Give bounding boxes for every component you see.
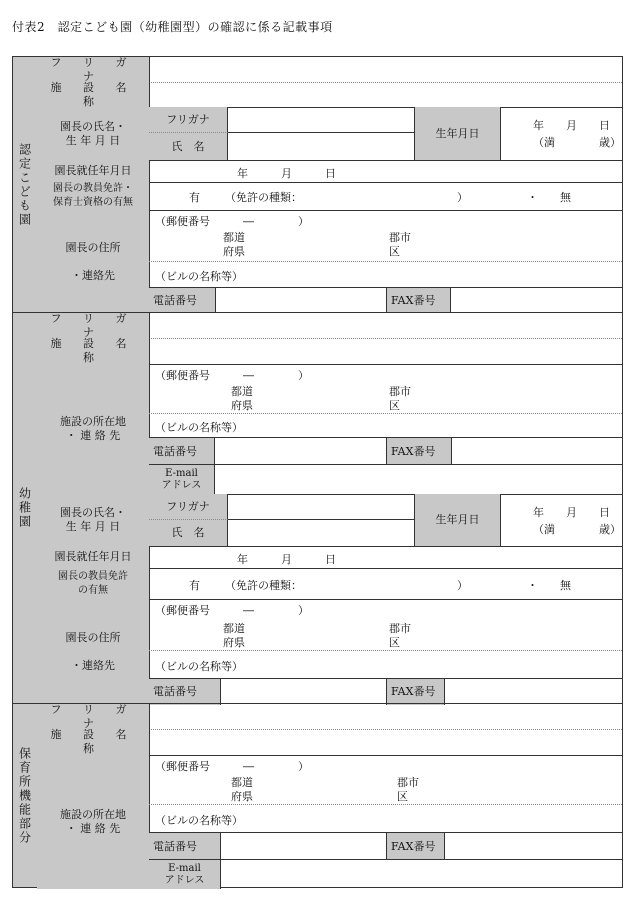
birthdate-ymd: 年 月 日 bbox=[533, 119, 610, 132]
birthdate-age: （満 歳） bbox=[533, 523, 621, 536]
postal-label: （郵便番号 ― ） bbox=[155, 760, 309, 773]
row-license bbox=[37, 568, 622, 600]
field-building[interactable] bbox=[149, 262, 622, 288]
gunshi-1: 郡市 bbox=[389, 385, 411, 398]
label-fax: FAX番号 bbox=[386, 833, 445, 860]
gunshi-2: 区 bbox=[389, 636, 400, 649]
label-director-start: 園長就任年月日 bbox=[37, 546, 150, 568]
label-shimei: 氏 名 bbox=[149, 520, 228, 546]
label-director-address: 園長の住所 ・連絡先 bbox=[37, 599, 150, 705]
row-facility-address bbox=[37, 755, 622, 889]
row-director-start bbox=[37, 546, 622, 569]
label-furigana: フ リ ガ ナ bbox=[37, 704, 150, 729]
label-phone: 電話番号 bbox=[149, 438, 215, 465]
field-building[interactable] bbox=[149, 414, 622, 438]
label-director-name: 園長の氏名・ 生 年 月 日 bbox=[37, 494, 150, 546]
label-facility-address: 施設の所在地 ・ 連 絡 先 bbox=[37, 364, 150, 494]
label-furigana: フ リ ガ ナ bbox=[37, 57, 150, 82]
todofuken-1: 都道 bbox=[231, 385, 253, 398]
todofuken-1: 都道 bbox=[223, 622, 245, 635]
label-birthdate: 生年月日 bbox=[414, 494, 501, 546]
section-hoikusho bbox=[12, 703, 623, 888]
field-director-name[interactable] bbox=[228, 520, 414, 546]
license-type: （免許の種類： bbox=[225, 191, 302, 204]
postal-label: （郵便番号 ― ） bbox=[155, 215, 309, 228]
row-facility-name bbox=[37, 82, 622, 108]
todofuken-2: 府県 bbox=[231, 790, 253, 803]
label-shimei: 氏 名 bbox=[149, 133, 228, 160]
field-address[interactable] bbox=[149, 755, 622, 805]
row-director-address bbox=[37, 210, 622, 313]
row-furigana bbox=[37, 57, 622, 83]
field-phone[interactable] bbox=[221, 833, 386, 860]
gunshi-1: 郡市 bbox=[389, 622, 411, 635]
gunshi-2: 区 bbox=[389, 399, 400, 412]
row-facility-name bbox=[37, 338, 622, 365]
field-fax[interactable] bbox=[445, 833, 622, 860]
label-facility-address: 施設の所在地 ・ 連 絡 先 bbox=[37, 755, 150, 889]
label-furigana: フ リ ガ ナ bbox=[37, 313, 150, 338]
document-title: 付表2 認定こども園（幼稚園型）の確認に係る記載事項 bbox=[12, 20, 333, 34]
field-fax[interactable] bbox=[451, 288, 622, 313]
postal-label: （郵便番号 ― ） bbox=[155, 604, 309, 617]
label-director-name: 園長の氏名・ 生 年 月 日 bbox=[37, 107, 150, 160]
field-director-name[interactable] bbox=[228, 133, 414, 160]
label-license: 園長の教員免許 の有無 bbox=[37, 568, 150, 599]
license-yes: 有 bbox=[189, 579, 200, 592]
license-no: ・ 無 bbox=[527, 191, 571, 204]
label-email: E-mail アドレス bbox=[149, 465, 215, 494]
label-license: 園長の教員免許・ 保育士資格の有無 bbox=[37, 182, 150, 210]
label-furigana-small: フリガナ bbox=[149, 107, 228, 133]
row-furigana bbox=[37, 704, 622, 730]
field-address[interactable] bbox=[149, 364, 622, 414]
todofuken-1: 都道 bbox=[223, 231, 245, 244]
label-email: E-mail アドレス bbox=[149, 860, 221, 889]
postal-label: （郵便番号 ― ） bbox=[155, 369, 309, 382]
todofuken-1: 都道 bbox=[231, 776, 253, 789]
label-director-start: 園長就任年月日 bbox=[37, 160, 150, 182]
license-no: ・ 無 bbox=[527, 579, 571, 592]
gunshi-2: 区 bbox=[389, 245, 400, 258]
row-director-address bbox=[37, 599, 622, 705]
field-email[interactable] bbox=[215, 465, 622, 494]
license-close: ） bbox=[457, 579, 468, 592]
field-director-furigana[interactable] bbox=[228, 107, 414, 133]
label-facility-name: 施 設 名 称 bbox=[37, 82, 150, 107]
label-furigana-small: フリガナ bbox=[149, 494, 228, 520]
todofuken-2: 府県 bbox=[223, 636, 245, 649]
building-label: （ビルの名称等） bbox=[155, 814, 243, 827]
gunshi-1: 郡市 bbox=[397, 776, 419, 789]
birthdate-age: （満 歳） bbox=[533, 136, 621, 149]
label-phone: 電話番号 bbox=[149, 833, 221, 860]
gunshi-2: 区 bbox=[397, 790, 408, 803]
row-facility-address bbox=[37, 364, 622, 495]
license-yes: 有 bbox=[189, 191, 200, 204]
building-label: （ビルの名称等） bbox=[155, 421, 243, 434]
row-facility-name bbox=[37, 729, 622, 756]
field-fax[interactable] bbox=[452, 438, 622, 465]
section-label-hoikusho: 保育所機能部分 bbox=[13, 704, 38, 887]
field-address[interactable] bbox=[149, 599, 622, 651]
section-kodomoen bbox=[12, 56, 623, 313]
field-building[interactable] bbox=[149, 805, 622, 833]
field-email[interactable] bbox=[221, 860, 622, 889]
director-start-ymd: 年 月 日 bbox=[237, 167, 336, 180]
field-director-furigana[interactable] bbox=[228, 494, 414, 520]
label-director-address: 園長の住所 ・連絡先 bbox=[37, 210, 150, 313]
label-fax: FAX番号 bbox=[386, 438, 452, 465]
director-start-ymd: 年 月 日 bbox=[237, 553, 336, 566]
field-phone[interactable] bbox=[216, 288, 386, 313]
row-license bbox=[37, 182, 622, 211]
section-yochien bbox=[12, 312, 623, 704]
label-fax: FAX番号 bbox=[386, 679, 445, 705]
todofuken-2: 府県 bbox=[223, 245, 245, 258]
todofuken-2: 府県 bbox=[231, 399, 253, 412]
license-close: ） bbox=[457, 191, 468, 204]
building-label: （ビルの名称等） bbox=[155, 660, 243, 673]
label-facility-name: 施 設 名 称 bbox=[37, 729, 150, 755]
row-furigana bbox=[37, 313, 622, 339]
birthdate-ymd: 年 月 日 bbox=[533, 506, 610, 519]
gunshi-1: 郡市 bbox=[389, 231, 411, 244]
row-director-name bbox=[37, 494, 622, 547]
label-facility-name: 施 設 名 称 bbox=[37, 338, 150, 364]
field-address[interactable] bbox=[149, 210, 622, 262]
building-label: （ビルの名称等） bbox=[155, 270, 243, 283]
section-label-yochien: 幼稚園 bbox=[13, 313, 38, 703]
label-birthdate: 生年月日 bbox=[414, 107, 501, 160]
license-type: （免許の種類： bbox=[225, 579, 302, 592]
field-building[interactable] bbox=[149, 651, 622, 679]
label-fax: FAX番号 bbox=[386, 288, 451, 313]
section-label-kodomoen: 認定こども園 bbox=[13, 57, 38, 312]
field-phone[interactable] bbox=[221, 679, 386, 705]
label-phone: 電話番号 bbox=[149, 679, 221, 705]
row-director-start bbox=[37, 160, 622, 183]
row-director-name bbox=[37, 107, 622, 161]
field-fax[interactable] bbox=[445, 679, 622, 705]
label-phone: 電話番号 bbox=[149, 288, 216, 313]
field-phone[interactable] bbox=[215, 438, 386, 465]
